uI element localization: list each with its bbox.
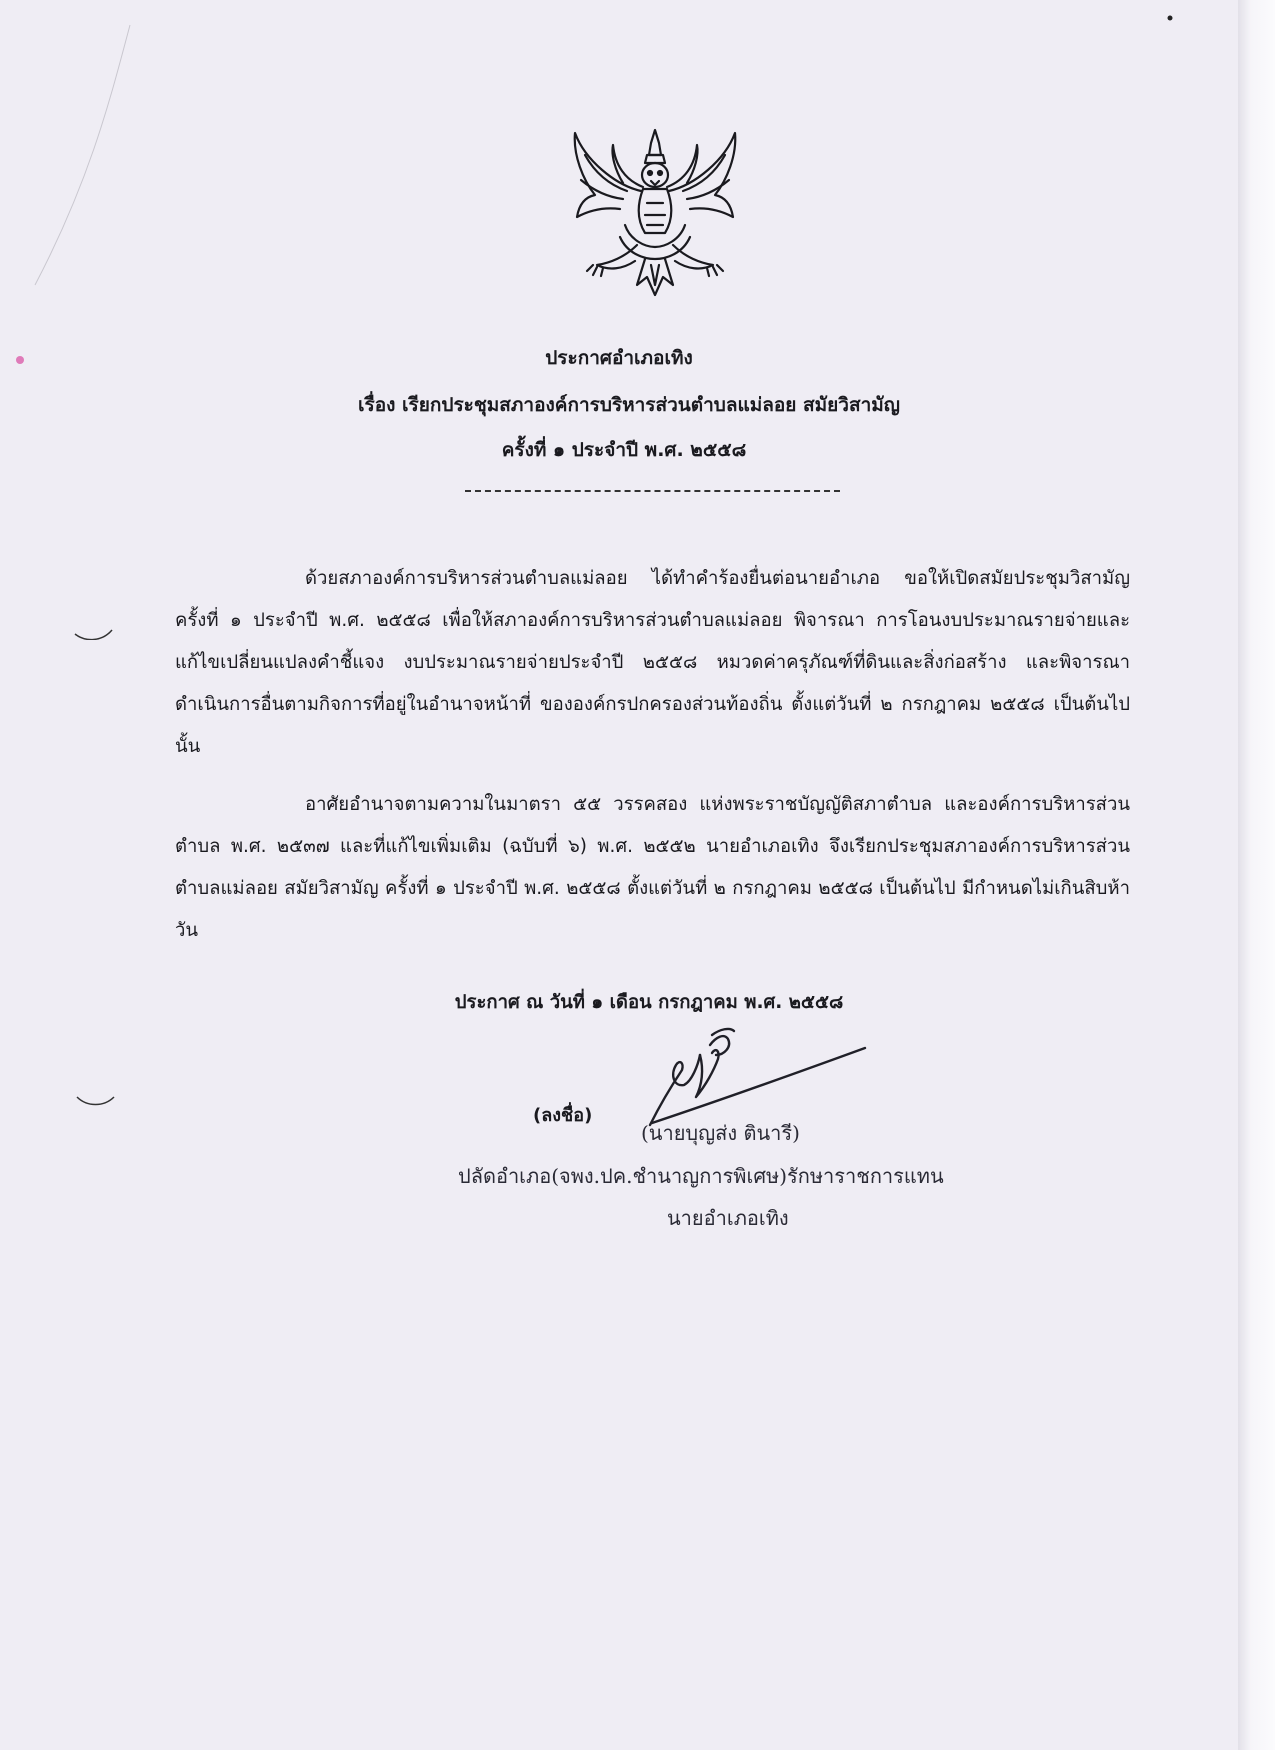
document-subject: เรื่อง เรียกประชุมสภาองค์การบริหารส่วนตำบลแม่ลอย สมัยวิสามัญ <box>358 394 900 416</box>
signatory-name: (นายบุญส่ง ตินารี) <box>641 1121 800 1145</box>
scan-speck <box>72 1085 122 1110</box>
signatory-title-line-2: นายอำเภอเทิง <box>667 1206 789 1230</box>
body-paragraph-1-text: ด้วยสภาองค์การบริหารส่วนตำบลแม่ลอย ได้ทำคำร้องยื่นต่อนายอำเภอ ขอให้เปิดสมัยประชุมวิสามัญ ครั้งที่ ๑ ประจำปี พ.ศ. ๒๕๕๘ เพื่อให้สภาองค์การบริหารส่วนตำบลแม่ลอย พิจารณา การโอนงบประมาณรายจ่ายและแก้ไขเปลี่ยนแปลงคำชี้แจง งบประมาณรายจ่ายประจำปี ๒๕๕๘ หมวดค่าครุภัณฑ์ที่ดินและสิ่งก่อสร้าง และพิจารณาดำเนินการอื่นตามกิจการที่อยู่ในอำนาจหน้าที่ ขององค์กรปกครองส่วนท้องถิ่น ตั้งแต่วันที่ ๒ กรกฎาคม ๒๕๕๘ เป็นต้นไป นั้น <box>175 568 1130 757</box>
body-paragraph-2-text: อาศัยอำนาจตามความในมาตรา ๕๕ วรรคสอง แห่งพระราชบัญญัติสภาตำบล และองค์การบริหารส่วนตำบล พ.ศ. ๒๕๓๗ และที่แก้ไขเพิ่มเติม (ฉบับที่ ๖) พ.ศ. ๒๕๕๒ นายอำเภอเทิง จึงเรียกประชุมสภาองค์การบริหารส่วนตำบลแม่ลอย สมัยวิสามัญ ครั้งที่ ๑ ประจำปี พ.ศ. ๒๕๕๘ ตั้งแต่วันที่ ๒ กรกฎาคม ๒๕๕๘ เป็นต้นไป มีกำหนดไม่เกินสิบห้าวัน <box>175 794 1130 941</box>
signature-label: (ลงชื่อ) <box>533 1105 593 1126</box>
announcement-date: ประกาศ ณ วันที่ ๑ เดือน กรกฎาคม พ.ศ. ๒๕๕๘ <box>454 992 844 1013</box>
separator-rule <box>465 490 840 492</box>
scan-edge <box>1238 0 1275 1750</box>
scan-speck <box>8 350 38 370</box>
signatory-title: ปลัดอำเภอ(จพง.ปค.ชำนาญการพิเศษ)รักษาราชการแทน <box>458 1164 944 1188</box>
scan-streak <box>30 20 140 290</box>
scan-speck <box>1160 10 1180 30</box>
document-title: ประกาศอำเภอเทิง <box>545 347 693 369</box>
scan-speck <box>70 620 120 640</box>
body-paragraph-2 <box>175 784 1130 952</box>
handwritten-signature-icon <box>640 1015 870 1130</box>
document-session: ครั้งที่ ๑ ประจำปี พ.ศ. ๒๕๕๘ <box>501 439 747 461</box>
body-paragraph-1 <box>175 558 1130 768</box>
garuda-emblem-icon <box>565 125 745 300</box>
